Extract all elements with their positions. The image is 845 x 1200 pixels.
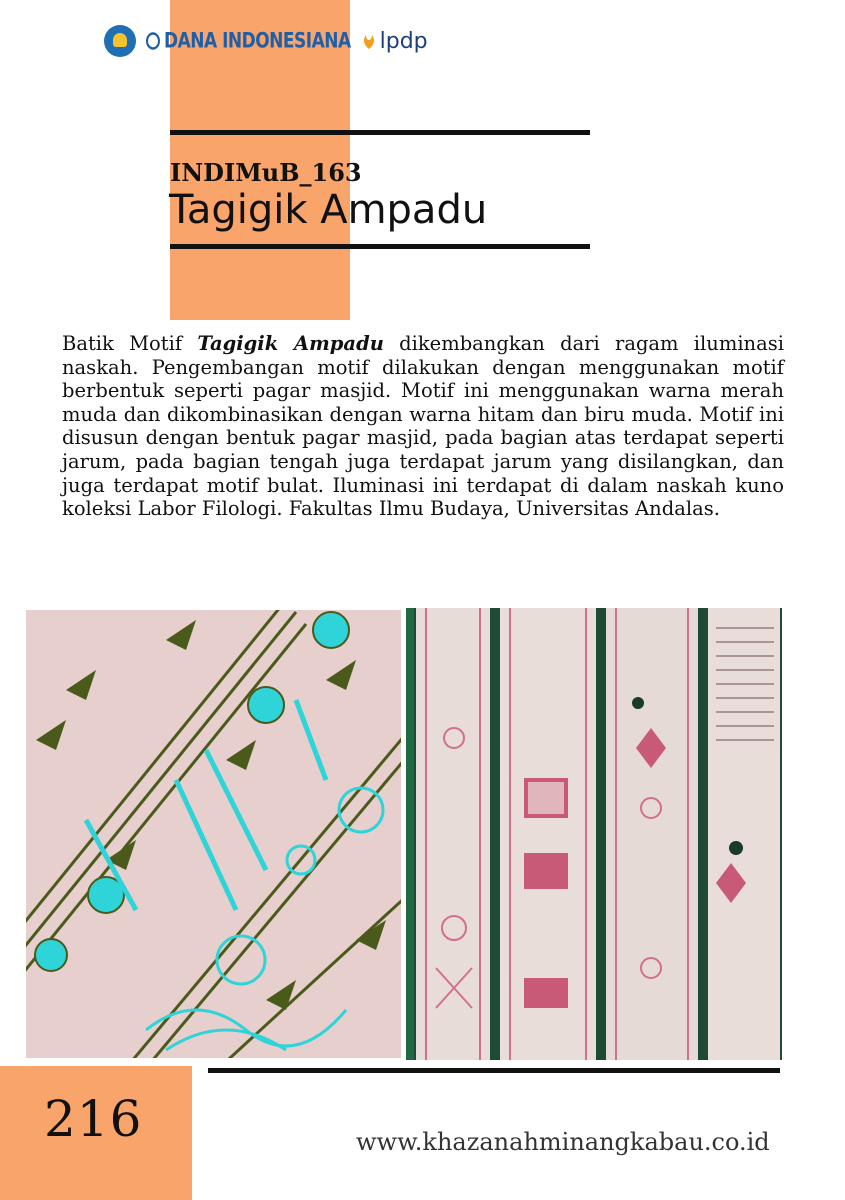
manuscript-photo [406, 608, 782, 1060]
kemdikbud-logo [104, 25, 136, 57]
dana-indonesiana-icon [146, 32, 160, 50]
title-rule-top [170, 130, 590, 135]
dana-indonesiana-logo [146, 29, 351, 54]
website-url[interactable]: www.khazanahminangkabau.co.id [356, 1128, 770, 1156]
description-motif-name: Tagigik Ampadu [197, 332, 384, 355]
page-number: 216 [44, 1090, 143, 1148]
lpdp-logo [361, 29, 428, 54]
title-rule-bottom [170, 244, 590, 249]
manuscript-illustration [406, 608, 782, 1060]
description-paragraph [62, 332, 784, 521]
dana-indonesiana-text: DANA INDONESIANA [164, 28, 351, 54]
footer-rule [208, 1068, 780, 1073]
lpdp-text: lpdp [379, 28, 428, 54]
description-prefix: Batik Motif [62, 332, 198, 355]
batik-motif-image [26, 610, 401, 1058]
lpdp-flame-icon [361, 32, 377, 50]
sponsor-logos [104, 24, 428, 58]
page-title: Tagigik Ampadu [169, 187, 488, 233]
entry-code: INDIMuB_163 [170, 158, 362, 187]
description-body: dikembangkan dari ragam iluminasi naskah. Pengembangan motif dilakukan dengan menggunakan motif berbentuk seperti pagar masjid. Motif ini menggunakan warna merah muda dan dikombinasikan dengan warna hitam dan biru muda. Motif ini disusun dengan bentuk pagar masjid, pada bagian atas terdapat seperti jarum, pada bagian tengah juga terdapat jarum yang disilangkan, dan juga terdapat motif bulat. Iluminasi ini terdapat di dalam naskah kuno koleksi Labor Filologi. Fakultas Ilmu Budaya, Universitas Andalas. [62, 332, 784, 521]
batik-motif-illustration [26, 610, 401, 1058]
